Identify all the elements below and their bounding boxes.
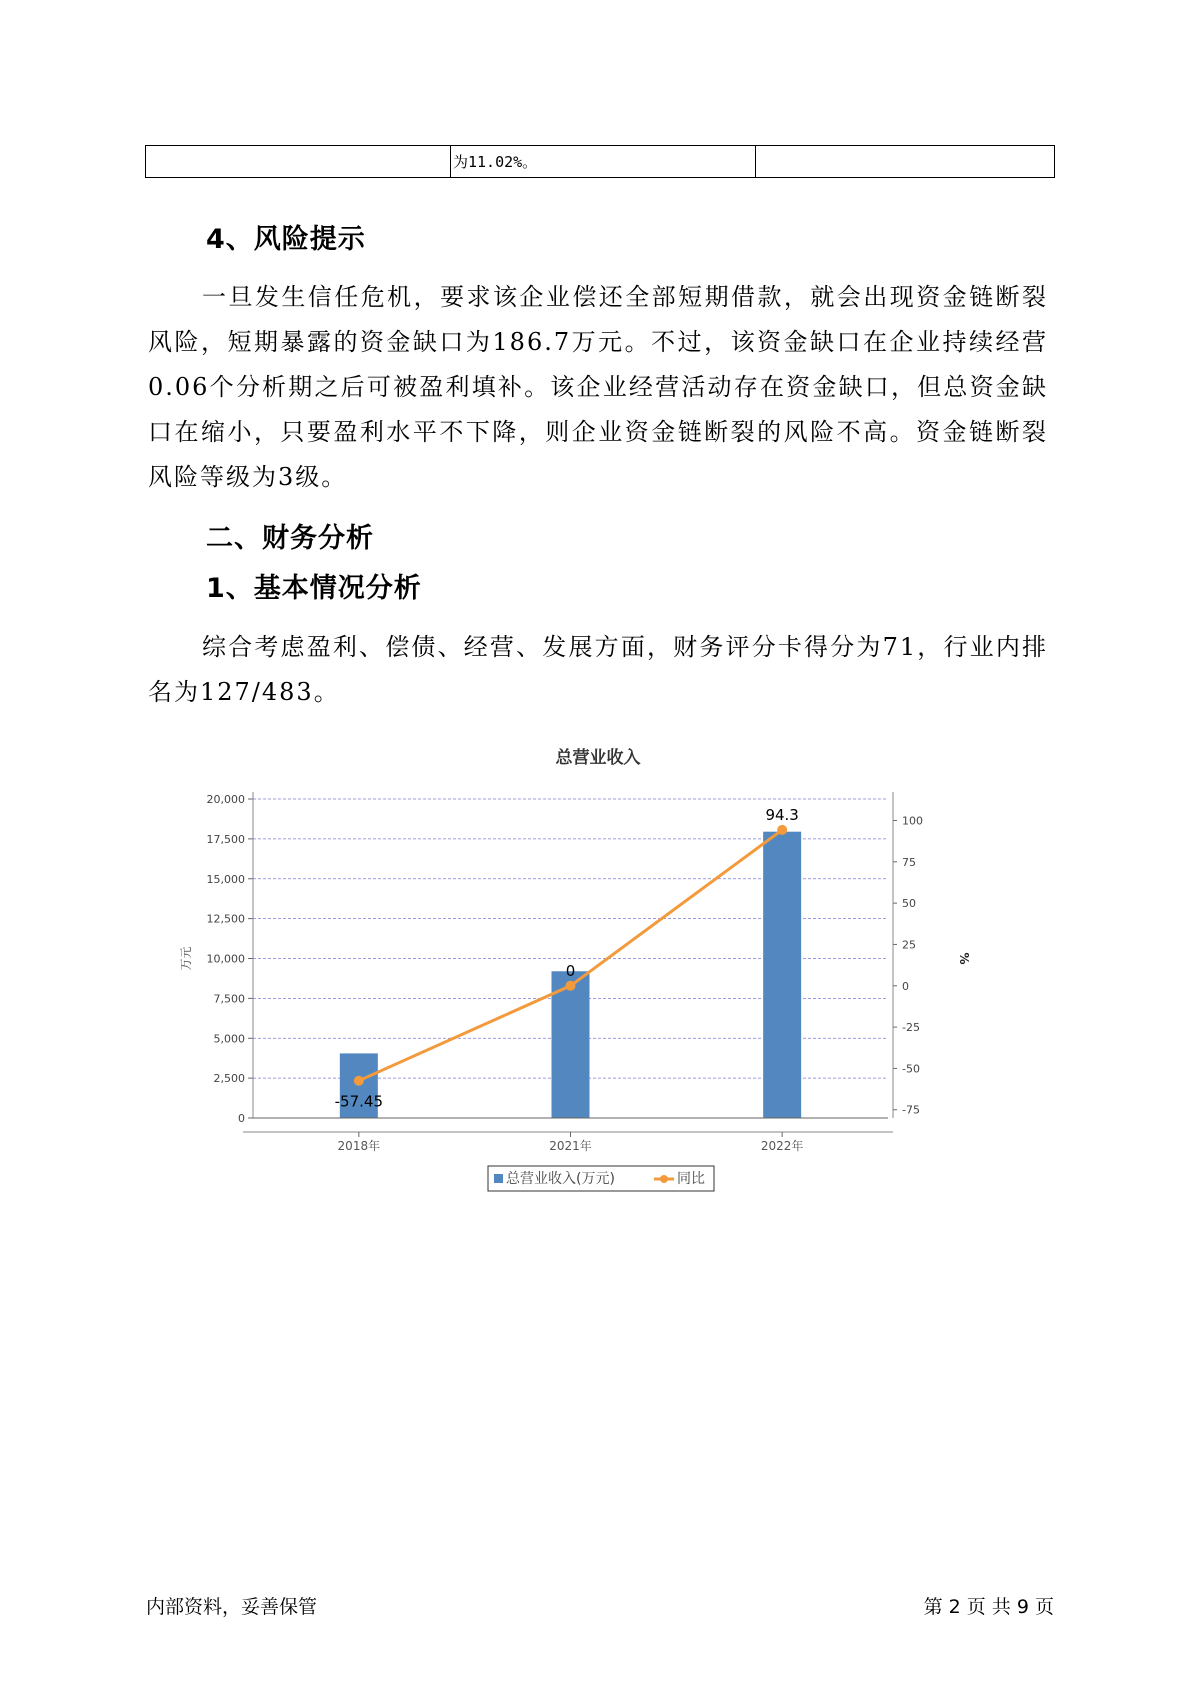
y-right-tick-label: -50	[902, 1062, 920, 1076]
table-continuation	[145, 145, 1055, 178]
table-cell: 为11.02%。	[451, 146, 756, 178]
chart-legend	[488, 1166, 714, 1191]
revenue-chart	[170, 740, 1040, 1200]
basic-analysis-heading: 1、基本情况分析	[206, 573, 422, 604]
y-right-tick-label: -25	[902, 1021, 920, 1035]
y-right-tick-label: 50	[902, 897, 916, 911]
y-axis-label: 万元	[179, 946, 193, 971]
y-tick-label: 12,500	[206, 912, 245, 926]
legend-label-revenue: 总营业收入(万元)	[506, 1171, 615, 1187]
y-tick-label: 0	[238, 1112, 245, 1125]
x-tick-label: 2022年	[760, 1139, 804, 1153]
yoy-data-label: -57.45	[334, 1092, 384, 1111]
x-tick-label: 2018年	[337, 1139, 381, 1153]
yoy-point	[566, 981, 576, 991]
table-row	[146, 146, 1055, 178]
y-right-tick-label: -75	[902, 1103, 920, 1117]
y-tick-label: 2,500	[213, 1072, 245, 1086]
y-tick-label: 15,000	[206, 872, 245, 886]
y-tick-label: 20,000	[206, 793, 245, 806]
y-tick-label: 10,000	[206, 952, 245, 966]
finance-heading: 二、财务分析	[206, 523, 374, 554]
y-right-tick-label: 75	[902, 855, 916, 869]
legend-label-yoy: 同比	[677, 1171, 705, 1187]
table-cell	[756, 146, 1055, 178]
y-tick-label: 7,500	[213, 992, 245, 1006]
y-tick-label: 17,500	[206, 832, 245, 846]
table-cell	[146, 146, 451, 178]
y-right-tick-label: 25	[902, 938, 916, 952]
legend-swatch-point	[660, 1175, 668, 1183]
x-tick-label: 2021年	[549, 1139, 592, 1153]
yoy-point	[354, 1076, 364, 1086]
bar	[763, 832, 801, 1118]
y-tick-label: 5,000	[213, 1032, 245, 1046]
chart-canvas	[170, 740, 1040, 1200]
y-right-tick-label: 0	[902, 979, 909, 993]
footer-confidential-note: 内部资料，妥善保管	[146, 1596, 318, 1618]
yoy-data-label: 94.3	[765, 805, 799, 824]
yoy-data-label: 0	[565, 961, 576, 980]
finance-paragraph: 综合考虑盈利、偿债、经营、发展方面，财务评分卡得分为71，行业内排名为127/483。	[148, 633, 1048, 706]
y-right-axis-label: %	[957, 952, 971, 965]
risk-heading: 4、风险提示	[206, 224, 366, 255]
y-right-tick-label: 100	[902, 814, 923, 828]
chart-title: 总营业收入	[555, 748, 641, 768]
footer-page-number: 第 2 页 共 9 页	[923, 1596, 1054, 1618]
risk-paragraph: 一旦发生信任危机，要求该企业偿还全部短期借款，就会出现资金链断裂风险，短期暴露的资金缺口为186.7万元。不过，该资金缺口在企业持续经营 0.06个分析期之后可被盈利填补。该企业经营活动存在资金缺口，但总资金缺口在缩小，只要盈利水平不下降，则企业资金链断裂的风险不高。资金链断裂风险等级为3级。	[148, 283, 1048, 491]
yoy-point	[777, 825, 787, 835]
legend-swatch-bar	[494, 1174, 503, 1183]
